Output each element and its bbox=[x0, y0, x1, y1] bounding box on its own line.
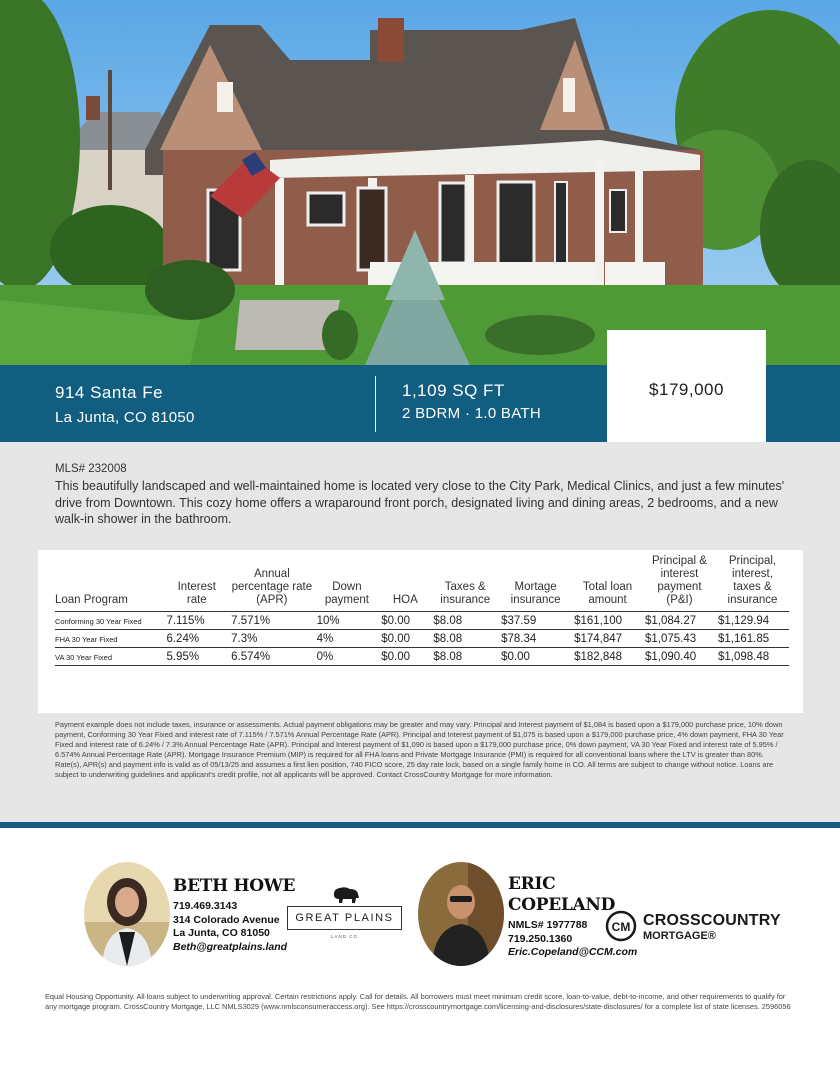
agent-street-beth: 314 Colorado Avenue bbox=[173, 913, 280, 926]
agent-phone-beth[interactable]: 719.469.3143 bbox=[173, 900, 238, 912]
taxes-insurance: $8.08 bbox=[431, 648, 499, 666]
loan-program: Conforming 30 Year Fixed bbox=[55, 612, 164, 630]
agent-nmls-eric: NMLS# 1977788 bbox=[508, 919, 588, 931]
taxes-insurance: $8.08 bbox=[431, 630, 499, 648]
pi-payment: $1,075.43 bbox=[643, 630, 716, 648]
table-row bbox=[55, 648, 789, 666]
size-block bbox=[402, 381, 541, 422]
hoa: $0.00 bbox=[379, 612, 431, 630]
header-loan-program: Loan Program bbox=[55, 555, 164, 612]
mls-number: MLS# 232008 bbox=[55, 463, 127, 475]
table-row bbox=[55, 630, 789, 648]
apr: 7.571% bbox=[229, 612, 314, 630]
apr: 6.574% bbox=[229, 648, 314, 666]
piti-payment: $1,161.85 bbox=[716, 630, 789, 648]
apr: 7.3% bbox=[229, 630, 314, 648]
crosscountry-mark-icon bbox=[605, 910, 637, 942]
loan-table-header-row bbox=[55, 555, 789, 612]
agent-name-eric-last: COPELAND bbox=[508, 895, 616, 915]
hoa: $0.00 bbox=[379, 648, 431, 666]
header-apr: Annual percentage rate (APR) bbox=[229, 555, 314, 612]
pi-payment: $1,084.27 bbox=[643, 612, 716, 630]
crosscountry-logo bbox=[605, 910, 781, 947]
address-street: 914 Santa Fe bbox=[55, 383, 164, 402]
header-piti: Principal, interest, taxes & insurance bbox=[716, 555, 789, 612]
listing-price: $179,000 bbox=[649, 380, 724, 399]
header-hoa: HOA bbox=[379, 555, 431, 612]
interest-rate: 7.115% bbox=[164, 612, 229, 630]
header-pi: Principal & interest payment (P&I) bbox=[643, 555, 716, 612]
great-plains-logo bbox=[287, 884, 402, 944]
great-plains-wordmark: GREAT PLAINS bbox=[287, 906, 402, 930]
loan-table bbox=[55, 555, 789, 666]
header-total-loan: Total loan amount bbox=[572, 555, 643, 612]
mortgage-insurance: $0.00 bbox=[499, 648, 572, 666]
bison-icon bbox=[331, 884, 361, 906]
agent-name-eric-first: ERIC bbox=[508, 874, 556, 894]
interest-rate: 6.24% bbox=[164, 630, 229, 648]
house-photo bbox=[0, 0, 840, 365]
payment-disclaimer: Payment example does not include taxes, insurance or assessments. Actual payment obligations may be greater and may vary. Principal and Interest payment of $1,084 is based upon a $179,000 purchase price, 10% down payment, Conforming 30 Year Fixed and interest rate of 7.115% / 7.571% Annual Percentage Rate (APR). Principal and Interest payment of $1,075 is based upon a $179,000 purchase price, 4% down payment, FHA 30 Year Fixed and interest rate of 6.24% / 7.3% Annual Percentage Rate (APR). Principal and Interest payment of $1,090 is based upon a $179,000 purchase price, 0% down payment, VA 30 Year Fixed and interest rate of 5.95% / 6.574% Annual Percentage Rate (APR). Mortgage Insurance Premium (MIP) is required for all FHA loans and Private Mortgage Insurance (PMI) is required for all conventional loans where the LTV is greater than 80%. Rate(s), APR(s) and payment info is valid as of 05/13/25 and assumes a first lien position, 740 FICO score, 25 day rate lock, based on a single family home in CO. All terms are subject to change without notice. Loans are subject to underwriting guidelines and applicant's credit profile, not all applicants will be approved. Contact CrossCountry Mortgage for more information. bbox=[55, 720, 784, 779]
total-loan: $161,100 bbox=[572, 612, 643, 630]
piti-payment: $1,098.48 bbox=[716, 648, 789, 666]
header-taxes-insurance: Taxes & insurance bbox=[431, 555, 499, 612]
down-payment: 4% bbox=[315, 630, 380, 648]
piti-payment: $1,129.94 bbox=[716, 612, 789, 630]
listing-description: This beautifully landscaped and well-maintained home is located very close to the City Park, Medical Clinics, and just a few minutes' drive from Downtown. This cozy home offers a wraparound front porch, designated living and dining areas, 2 bedrooms, and a new walk-in shower in the bathroom. bbox=[55, 479, 785, 526]
avatar-eric-copeland bbox=[418, 862, 504, 966]
pi-payment: $1,090.40 bbox=[643, 648, 716, 666]
agent-phone-eric[interactable]: 719.250.1360 bbox=[508, 932, 573, 945]
total-loan: $174,847 bbox=[572, 630, 643, 648]
down-payment: 0% bbox=[315, 648, 380, 666]
crosscountry-sub: MORTGAGE® bbox=[643, 930, 716, 942]
interest-rate: 5.95% bbox=[164, 648, 229, 666]
avatar-beth-howe bbox=[84, 862, 170, 966]
price-box bbox=[607, 330, 766, 442]
table-row bbox=[55, 612, 789, 630]
crosscountry-wordmark: CROSSCOUNTRY bbox=[643, 912, 781, 929]
agent-email-beth[interactable]: Beth@greatplains.land bbox=[173, 940, 288, 953]
loan-program: FHA 30 Year Fixed bbox=[55, 630, 164, 648]
loan-table-card bbox=[38, 550, 803, 713]
header-mortgage-insurance: Mortage insurance bbox=[499, 555, 572, 612]
great-plains-sub: LAND CO bbox=[330, 934, 358, 939]
agent-name-beth: BETH HOWE bbox=[173, 876, 296, 896]
square-footage: 1,109 SQ FT bbox=[402, 381, 505, 400]
beds-baths: 2 BDRM · 1.0 BATH bbox=[402, 405, 542, 422]
address-city: La Junta, CO 81050 bbox=[55, 409, 195, 426]
section-divider bbox=[0, 822, 840, 828]
band-divider bbox=[375, 376, 376, 432]
header-down-payment: Down payment bbox=[315, 555, 380, 612]
agent-details-beth bbox=[173, 900, 287, 954]
down-payment: 10% bbox=[315, 612, 380, 630]
mortgage-insurance: $78.34 bbox=[499, 630, 572, 648]
taxes-insurance: $8.08 bbox=[431, 612, 499, 630]
legal-footer: Equal Housing Opportunity. All loans subject to underwriting approval. Certain restrictions apply. Call for details. All borrowers must meet minimum credit score, loan-to-value, debt-to-income, and other requirements to qualify for any mortgage program. CrossCountry Mortgage, LLC NMLS3029 (www.nmlsconsumeraccess.org). See https://crosscountrymortgage.com/licensing-and-disclosures/state-disclosures/ for a complete list of state licenses. 2596056 bbox=[45, 992, 791, 1011]
loan-program: VA 30 Year Fixed bbox=[55, 648, 164, 666]
header-interest-rate: Interest rate bbox=[164, 555, 229, 612]
agent-city-beth: La Junta, CO 81050 bbox=[173, 927, 270, 939]
total-loan: $182,848 bbox=[572, 648, 643, 666]
hoa: $0.00 bbox=[379, 630, 431, 648]
crosscountry-mark-text: CM bbox=[611, 920, 631, 934]
mortgage-insurance: $37.59 bbox=[499, 612, 572, 630]
address-block bbox=[55, 383, 195, 426]
agent-email-eric[interactable]: Eric.Copeland@CCM.com bbox=[508, 946, 638, 958]
